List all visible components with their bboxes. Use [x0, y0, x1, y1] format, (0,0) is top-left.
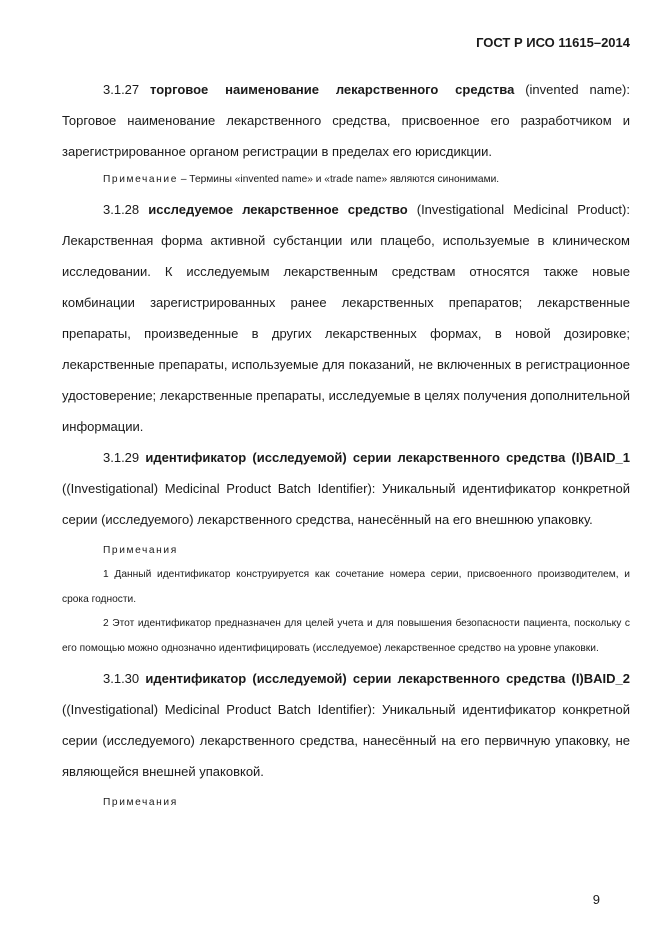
definition-text: ((Investigational) Medicinal Product Batch Identifier): Уникальный идентификатор конкретной серии (исследуемого) лекарственного средства, нанесённый на его внешнюю упаковку.: [62, 480, 630, 527]
definition-3-1-27: [62, 74, 630, 167]
notes-label-3-1-29: Примечания: [103, 544, 178, 556]
standard-header: ГОСТ Р ИСО 11615–2014: [476, 35, 630, 50]
clause-number: 3.1.27: [103, 82, 140, 97]
clause-number: 3.1.30: [103, 671, 140, 686]
term-bold: исследуемое лекарственное средство: [148, 201, 408, 217]
definition-3-1-28: [62, 194, 630, 442]
term-bold: торговое наименование лекарственного средства: [150, 82, 515, 97]
definition-text: ((Investigational) Medicinal Product Batch Identifier): Уникальный идентификатор конкретной серии (исследуемого) лекарственного средства, нанесённый на его первичную упаковку, не являющейся внешней упаковкой.: [62, 702, 630, 779]
definition-text: Торговое наименование лекарственного средства, присвоенное его разработчиком и зарегистрированное органом регистрации в пределах его юрисдикции.: [62, 113, 630, 159]
note-1-3-1-29: 1 Данный идентификатор конструируется как сочетание номера серии, присвоенного производителем, и срока годности.: [62, 569, 630, 605]
note-3-1-27: [62, 168, 630, 193]
definition-3-1-29: [62, 442, 630, 535]
note-2-3-1-29: 2 Этот идентификатор предназначен для целей учета и для повышения безопасности пациента, поскольку с его помощью можно однозначно идентифицировать (исследуемое) лекарственное средство на уровне упаковки.: [62, 618, 630, 654]
term-bold: идентификатор (исследуемой) серии лекарственного средства (I)BAID_2: [145, 671, 630, 686]
term-bold: идентификатор (исследуемой) серии лекарственного средства (I)BAID_1: [145, 449, 630, 465]
definition-3-1-30: [62, 663, 630, 787]
note-label: Примечание: [103, 174, 178, 185]
page-number: 9: [592, 892, 600, 907]
clause-number: 3.1.29: [103, 449, 140, 465]
definition-text: Лекарственная форма активной субстанции или плацебо, используемые в клиническом исследовании. К исследуемым лекарственным средствам относятся также новые комбинации зарегистрированных ранее лекарственных препаратов; лекарственные препараты, произведенные в других лекарственных формах, в новой дозировке; лекарственные препараты, используемые для показаний, не включенных в регистрационное удостоверение; лекарственные препараты, исследуемые в целях получения дополнительной информации.: [62, 232, 630, 434]
term-english: (invented name):: [525, 82, 630, 97]
term-english: (Investigational Medicinal Product):: [416, 201, 630, 217]
clause-number: 3.1.28: [103, 201, 140, 217]
page-content: [62, 74, 630, 816]
note-text: – Термины «invented name» и «trade name» являются синонимами.: [180, 174, 500, 185]
notes-label-3-1-30: Примечания: [103, 797, 178, 808]
